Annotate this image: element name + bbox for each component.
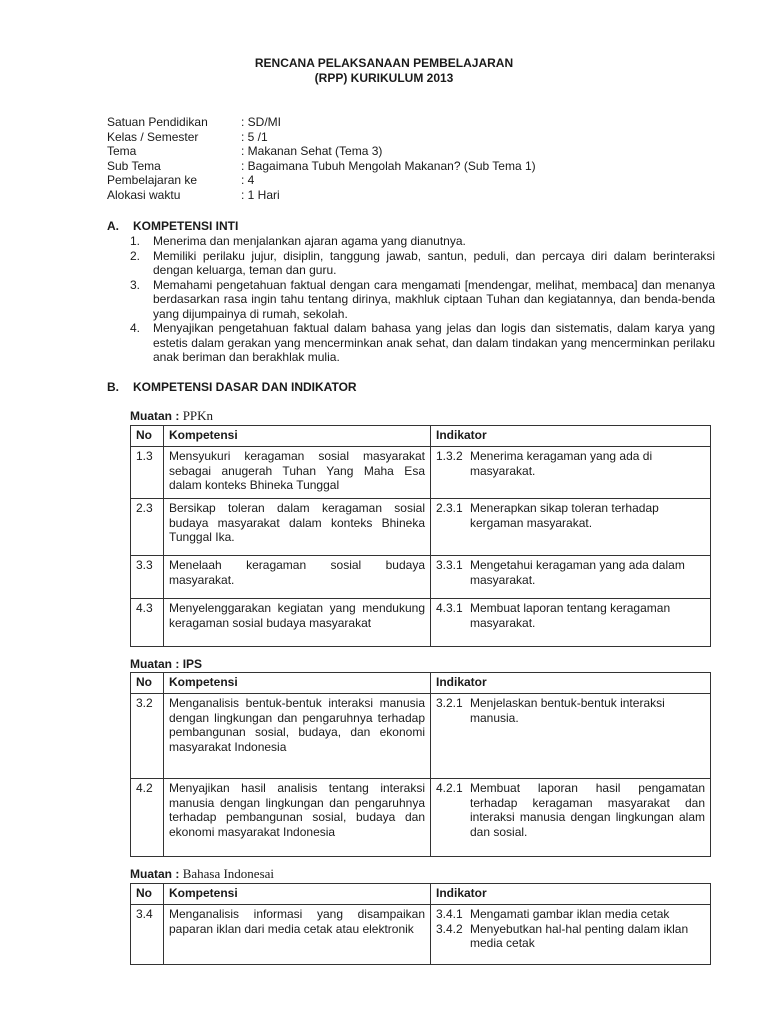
muatan-label: Muatan : — [130, 657, 180, 671]
muatan-subject: Bahasa Indonesai — [182, 866, 275, 881]
list-number: 2. — [130, 248, 141, 263]
info-label: Tema — [107, 144, 137, 159]
cell-no: 3.4 — [131, 905, 164, 965]
indikator-text: Menerapkan sikap toleran terhadap kergaman masyarakat. — [470, 501, 659, 530]
cell-indikator — [431, 599, 711, 647]
section-title: KOMPETENSI INTI — [133, 219, 239, 233]
doc-title-line1: RENCANA PELAKSANAAN PEMBELAJARAN — [254, 56, 514, 70]
indikator-number: 3.2.1 — [436, 696, 463, 710]
cell-no: 3.3 — [131, 556, 164, 599]
cell-kompetensi: Menyajikan hasil analisis tentang interaksi manusia dengan lingkungan dan pengaruhnya terhadap pembangunan sosial, budaya dan ekonomi masyarakat Indonesia — [164, 779, 431, 857]
info-label: Sub Tema — [107, 158, 161, 173]
indikator-text: Mengamati gambar iklan media cetak — [470, 907, 670, 921]
table-row — [131, 499, 711, 556]
section-b-heading — [107, 380, 357, 395]
info-value: : 1 Hari — [241, 187, 280, 202]
identity-info — [107, 115, 536, 203]
info-label: Pembelajaran ke — [107, 173, 198, 188]
cell-indikator — [431, 447, 711, 499]
muatan-ips-label — [130, 657, 202, 672]
info-row — [107, 173, 536, 188]
doc-title-line2: (RPP) KURIKULUM 2013 — [314, 71, 454, 85]
header-kompetensi: Kompetensi — [164, 884, 431, 905]
section-letter: B. — [107, 380, 119, 394]
info-value: : SD/MI — [241, 115, 282, 129]
cell-no: 4.3 — [131, 599, 164, 647]
list-item — [130, 234, 715, 249]
list-text: Menerima dan menjalankan ajaran agama yang dianutnya. — [153, 234, 466, 248]
header-no: No — [131, 673, 164, 694]
list-item — [130, 278, 715, 322]
info-row — [107, 144, 536, 159]
section-a-heading — [107, 219, 238, 234]
indikator-number: 1.3.2 — [436, 449, 463, 463]
muatan-bahasa-label — [130, 867, 274, 882]
info-row — [107, 159, 536, 174]
list-number: 3. — [130, 277, 141, 292]
muatan-label: Muatan : — [130, 867, 180, 881]
muatan-ppkn-label — [130, 409, 213, 424]
muatan-subject: PPKn — [182, 408, 214, 423]
list-number: 1. — [130, 234, 141, 248]
indikator-number: 3.3.1 — [436, 558, 463, 572]
section-letter: A. — [107, 219, 119, 233]
indikator-text: Mengetahui keragaman yang ada dalam masyarakat. — [470, 558, 685, 587]
list-number: 4. — [130, 321, 141, 335]
table-row — [131, 556, 711, 599]
cell-kompetensi: Menganalisis informasi yang disampaikan paparan iklan dari media cetak atau elektronik — [164, 905, 431, 965]
header-indikator: Indikator — [431, 426, 711, 447]
indikator-number: 3.4.1 — [436, 907, 463, 921]
header-no: No — [131, 426, 164, 447]
header-indikator: Indikator — [431, 884, 711, 905]
muatan-subject: IPS — [182, 657, 203, 671]
cell-kompetensi: Menyelenggarakan kegiatan yang mendukung keragaman sosial budaya masyarakat — [164, 599, 431, 647]
table-header-row — [131, 884, 711, 905]
cell-indikator — [431, 499, 711, 556]
cell-kompetensi: Menganalisis bentuk-bentuk interaksi manusia dengan lingkungan dan pengaruhnya terhadap pembangunan sosial, budaya, dan ekonomi masyarakat Indonesia — [164, 694, 431, 779]
cell-kompetensi: Mensyukuri keragaman sosial masyarakat sebagai anugerah Tuhan Yang Maha Esa dalam konteks Bhineka Tunggal — [164, 447, 431, 499]
indikator-number: 4.3.1 — [436, 601, 463, 615]
indikator-text: Menyebutkan hal-hal penting dalam iklan media cetak — [470, 921, 689, 950]
info-value: : 5 /1 — [241, 129, 268, 144]
cell-indikator — [431, 779, 711, 857]
cell-indikator — [431, 556, 711, 599]
indikator-number: 2.3.1 — [436, 501, 463, 515]
cell-kompetensi: Bersikap toleran dalam keragaman sosial budaya masyarakat dalam konteks Bhineka Tunggal Ika. — [164, 499, 431, 556]
table-row — [131, 905, 711, 965]
cell-no: 2.3 — [131, 499, 164, 556]
indikator-number: 4.2.1 — [436, 781, 463, 795]
info-value: : 4 — [241, 173, 255, 188]
section-title: KOMPETENSI DASAR DAN INDIKATOR — [133, 380, 357, 394]
list-text: Memiliki perilaku jujur, disiplin, tanggung jawab, santun, peduli, dan percaya diri dalam berinteraksi dengan keluarga, teman dan guru. — [153, 248, 715, 277]
cell-no: 4.2 — [131, 779, 164, 857]
indikator-text: Membuat laporan hasil pengamatan terhadap keragaman masyarakat dan interaksi manusia dengan lingkungan alam dan sosial. — [470, 781, 705, 839]
cell-indikator — [431, 694, 711, 779]
table-row — [131, 694, 711, 779]
table-row — [131, 779, 711, 857]
kompetensi-inti-list — [130, 234, 715, 365]
indikator-text: Menjelaskan bentuk-bentuk interaksi manusia. — [470, 696, 665, 725]
cell-no: 1.3 — [131, 447, 164, 499]
info-row — [107, 188, 536, 203]
info-label: Satuan Pendidikan — [107, 115, 208, 129]
header-kompetensi: Kompetensi — [164, 673, 431, 694]
list-text: Menyajikan pengetahuan faktual dalam bahasa yang jelas dan logis dan sistematis, dalam karya yang estetis dalam gerakan yang mencerminkan anak sehat, dan dalam tindakan yang mencerminkan perilaku anak beriman dan berakhlak mulia. — [153, 321, 715, 364]
table-row — [131, 447, 711, 499]
indikator-number: 3.4.2 — [436, 921, 463, 936]
muatan-label: Muatan : — [130, 409, 180, 423]
table-header-row — [131, 673, 711, 694]
info-label: Kelas / Semester — [107, 129, 199, 144]
list-item — [130, 249, 715, 278]
info-row — [107, 130, 536, 145]
header-no: No — [131, 884, 164, 905]
cell-kompetensi: Menelaah keragaman sosial budaya masyarakat. — [164, 556, 431, 599]
info-row — [107, 115, 536, 130]
info-value: : Makanan Sehat (Tema 3) — [241, 144, 383, 159]
info-label: Alokasi waktu — [107, 187, 181, 202]
kd-table-ips — [130, 672, 711, 857]
list-text: Memahami pengetahuan faktual dengan cara mengamati [mendengar, melihat, membaca] dan menanya berdasarkan rasa ingin tahu tentang dirinya, makhluk ciptaan Tuhan dan kegiatannya, dan benda-benda yang dijumpainya di rumah, sekolah. — [153, 277, 715, 321]
cell-indikator — [431, 905, 711, 965]
cell-no: 3.2 — [131, 694, 164, 779]
kd-table-bahasa — [130, 883, 711, 965]
table-header-row — [131, 426, 711, 447]
kd-table-ppkn — [130, 425, 711, 647]
header-kompetensi: Kompetensi — [164, 426, 431, 447]
header-indikator: Indikator — [431, 673, 711, 694]
indikator-text: Menerima keragaman yang ada di masyarakat. — [470, 449, 653, 478]
list-item — [130, 321, 715, 365]
info-value: : Bagaimana Tubuh Mengolah Makanan? (Sub Tema 1) — [241, 158, 536, 173]
table-row — [131, 599, 711, 647]
indikator-text: Membuat laporan tentang keragaman masyarakat. — [470, 601, 671, 630]
